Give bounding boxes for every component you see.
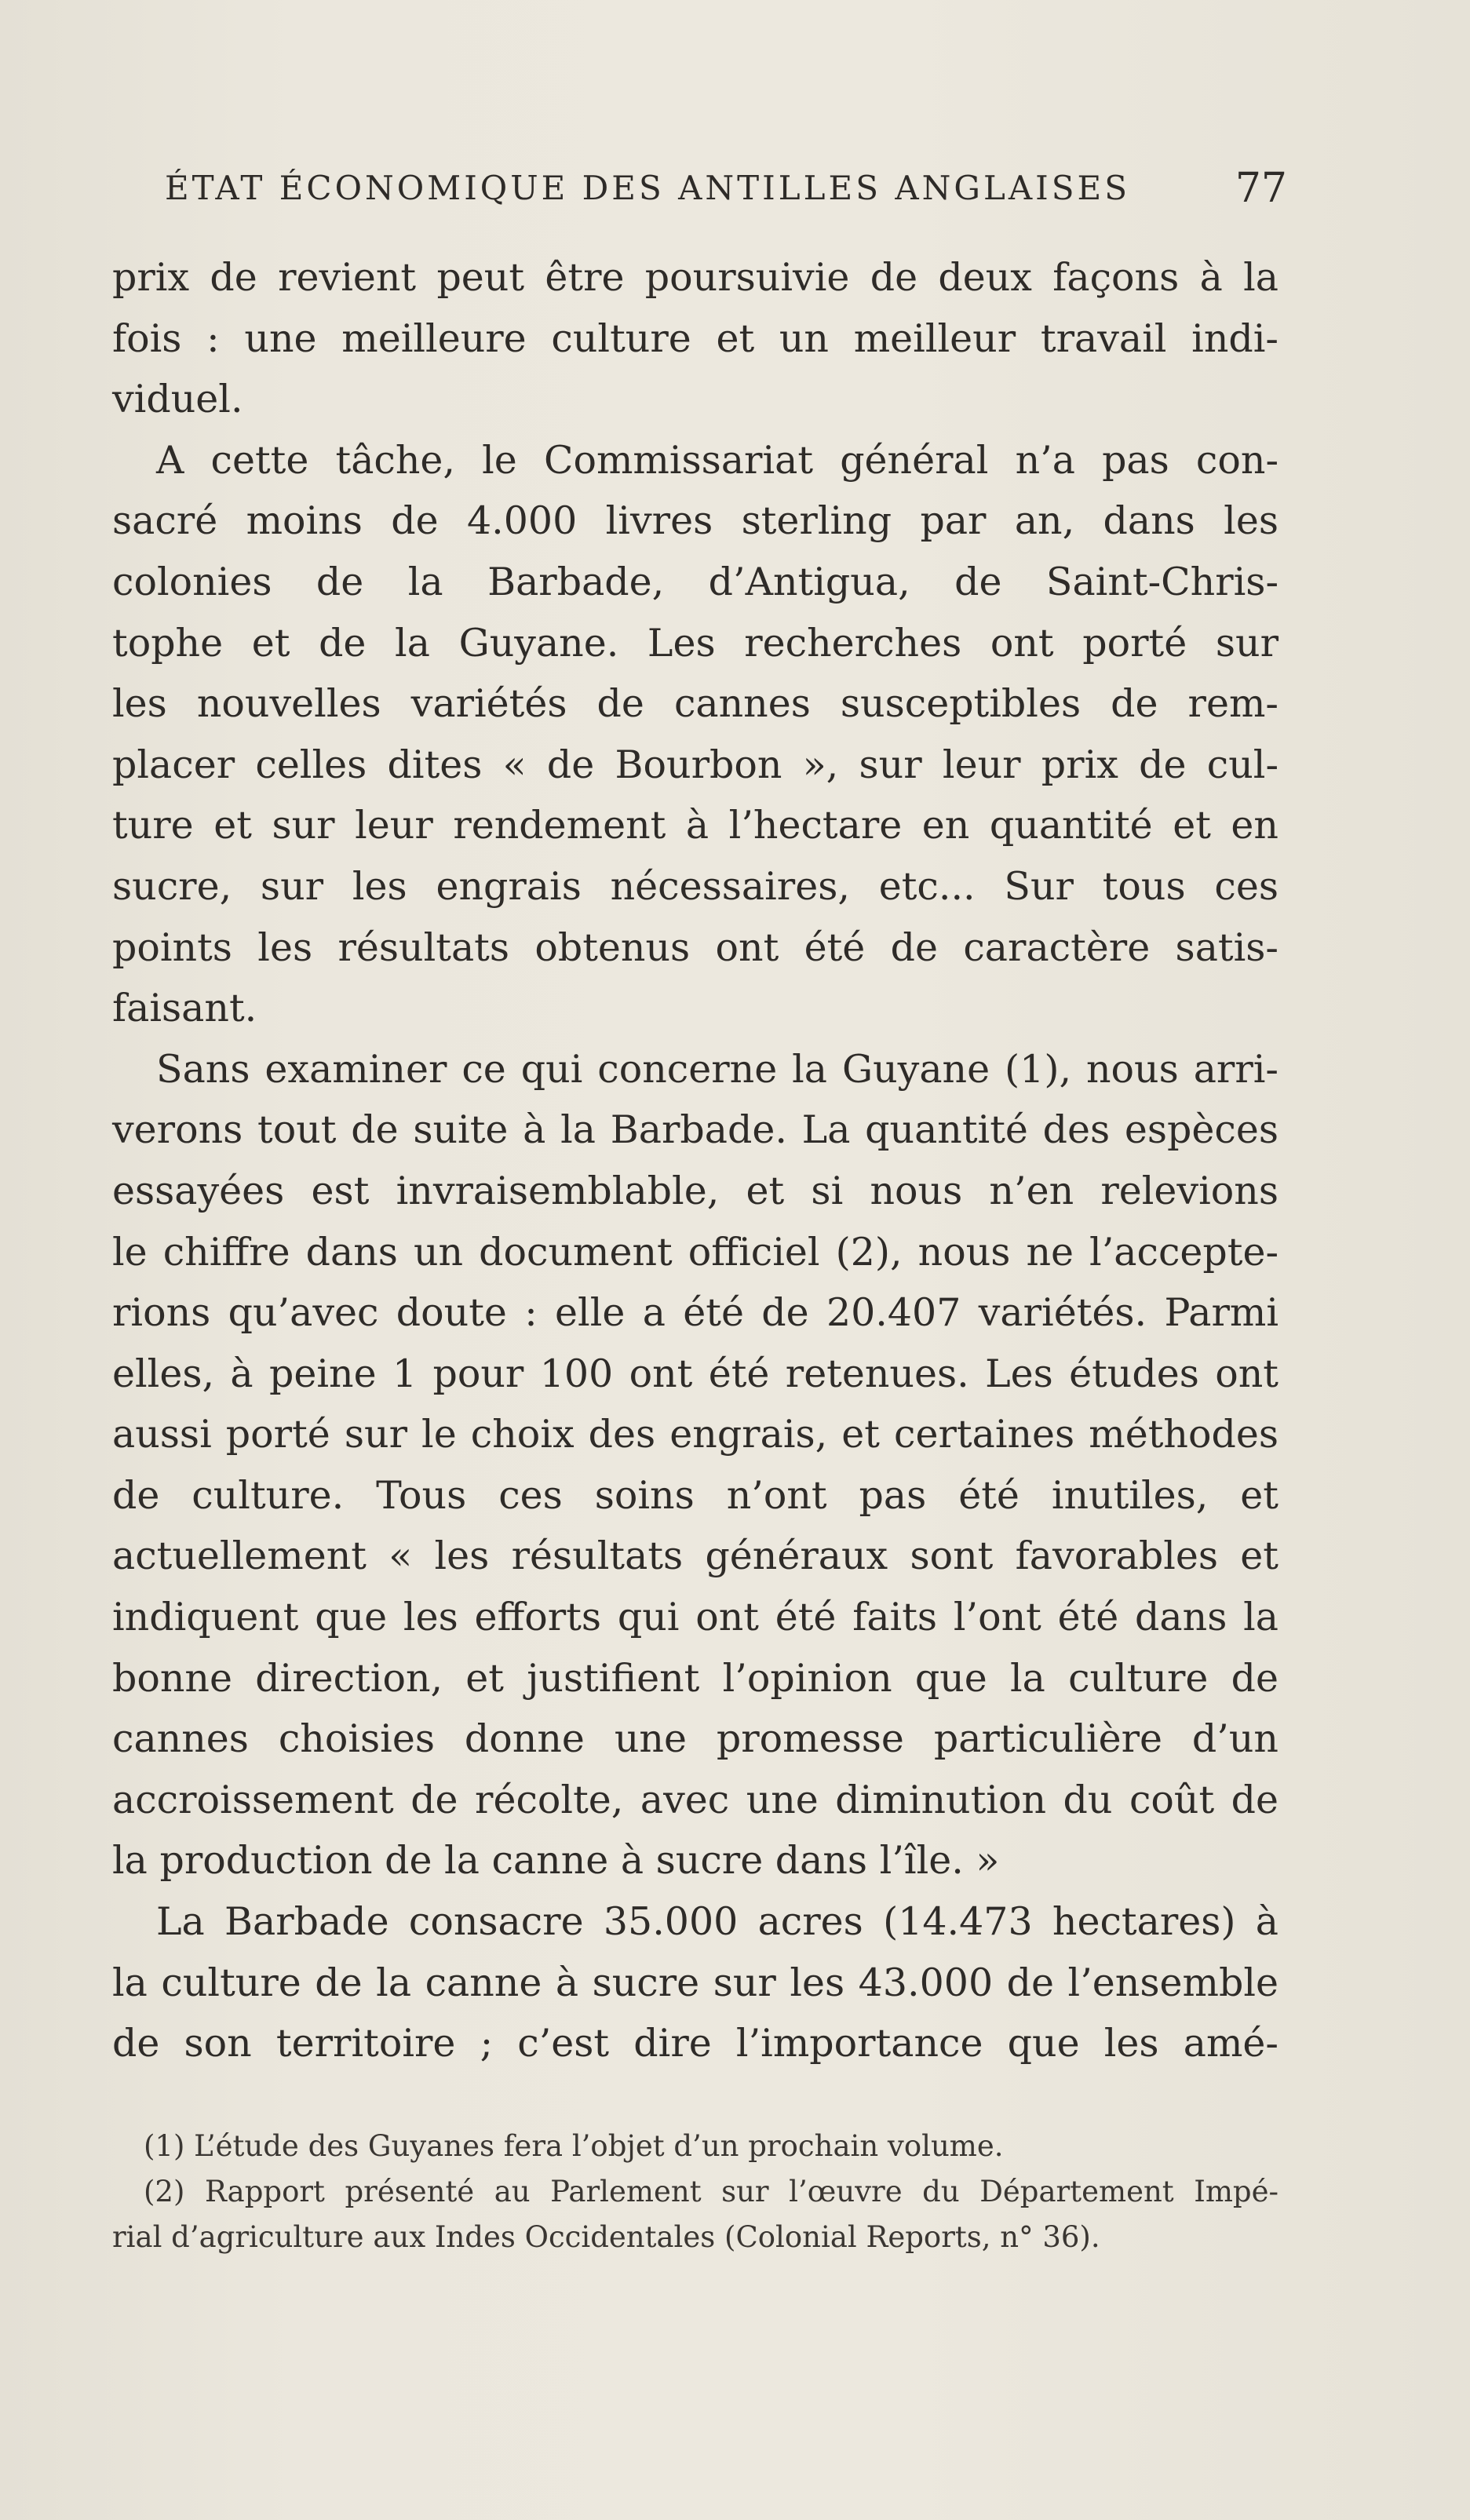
text-line: essayées est invraisemblable, et si nous n’en relevions xyxy=(112,1168,1278,1213)
text-line: sacré moins de 4.000 livres sterling par an, dans les xyxy=(112,498,1278,544)
text-line: faisant. xyxy=(112,986,257,1031)
body-text xyxy=(112,247,1278,2074)
text-line: placer celles dites « de Bourbon », sur leur prix de cul- xyxy=(112,742,1278,787)
text-line: indiquent que les efforts qui ont été faits l’ont été dans la xyxy=(112,1595,1278,1640)
text-line: cannes choisies donne une promesse particulière d’un xyxy=(112,1716,1278,1762)
text-line: rions qu’avec doute : elle a été de 20.407 variétés. Parmi xyxy=(112,1290,1278,1336)
text-line: elles, à peine 1 pour 100 ont été retenues. Les études ont xyxy=(112,1351,1278,1396)
text-line: colonies de la Barbade, d’Antigua, de Saint-Chris- xyxy=(112,559,1278,604)
page-number: 77 xyxy=(1235,165,1287,212)
text-line: les nouvelles variétés de cannes susceptibles de rem- xyxy=(112,681,1278,727)
text-line: sucre, sur les engrais nécessaires, etc... Sur tous ces xyxy=(112,863,1278,909)
text-line: fois : une meilleure culture et un meilleur travail indi- xyxy=(112,315,1278,361)
text-line: verons tout de suite à la Barbade. La quantité des espèces xyxy=(112,1107,1278,1153)
text-line: La Barbade consacre 35.000 acres (14.473 hectares) à xyxy=(156,1899,1278,1945)
footnotes xyxy=(112,2124,1278,2260)
footnote-1: (1) L’étude des Guyanes fera l’objet d’un prochain volume. xyxy=(144,2129,1004,2163)
text-line: A cette tâche, le Commissariat général n’a pas con- xyxy=(156,437,1278,483)
text-line: points les résultats obtenus ont été de caractère satis- xyxy=(112,924,1278,970)
text-line: ture et sur leur rendement à l’hectare en quantité et en xyxy=(112,803,1278,848)
running-header xyxy=(165,161,1287,216)
running-title: ÉTAT ÉCONOMIQUE DES ANTILLES ANGLAISES xyxy=(165,169,1130,207)
text-line: la culture de la canne à sucre sur les 43.000 de l’ensemble xyxy=(112,1960,1278,2005)
text-line: de culture. Tous ces soins n’ont pas été inutiles, et xyxy=(112,1472,1278,1518)
footnote-2-continuation: rial d’agriculture aux Indes Occidentales (Colonial Reports, n° 36). xyxy=(112,2220,1100,2254)
text-line: actuellement « les résultats généraux sont favorables et xyxy=(112,1534,1278,1579)
text-line: Sans examiner ce qui concerne la Guyane (1), nous arri- xyxy=(156,1046,1278,1092)
text-line: bonne direction, et justifient l’opinion que la culture de xyxy=(112,1655,1278,1701)
text-line: prix de revient peut être poursuivie de deux façons à la xyxy=(112,255,1278,300)
text-line: viduel. xyxy=(112,377,243,422)
text-line: tophe et de la Guyane. Les recherches ont porté sur xyxy=(112,620,1278,666)
text-line: aussi porté sur le choix des engrais, et certaines méthodes xyxy=(112,1412,1278,1457)
text-line: la production de la canne à sucre dans l’île. » xyxy=(112,1838,1000,1884)
footnote-2: (2) Rapport présenté au Parlement sur l’œuvre du Département Impé- xyxy=(144,2175,1278,2208)
text-line: le chiffre dans un document officiel (2), nous ne l’accepte- xyxy=(112,1229,1278,1275)
text-line: de son territoire ; c’est dire l’importance que les amé- xyxy=(112,2021,1278,2066)
text-line: accroissement de récolte, avec une diminution du coût de xyxy=(112,1777,1278,1822)
